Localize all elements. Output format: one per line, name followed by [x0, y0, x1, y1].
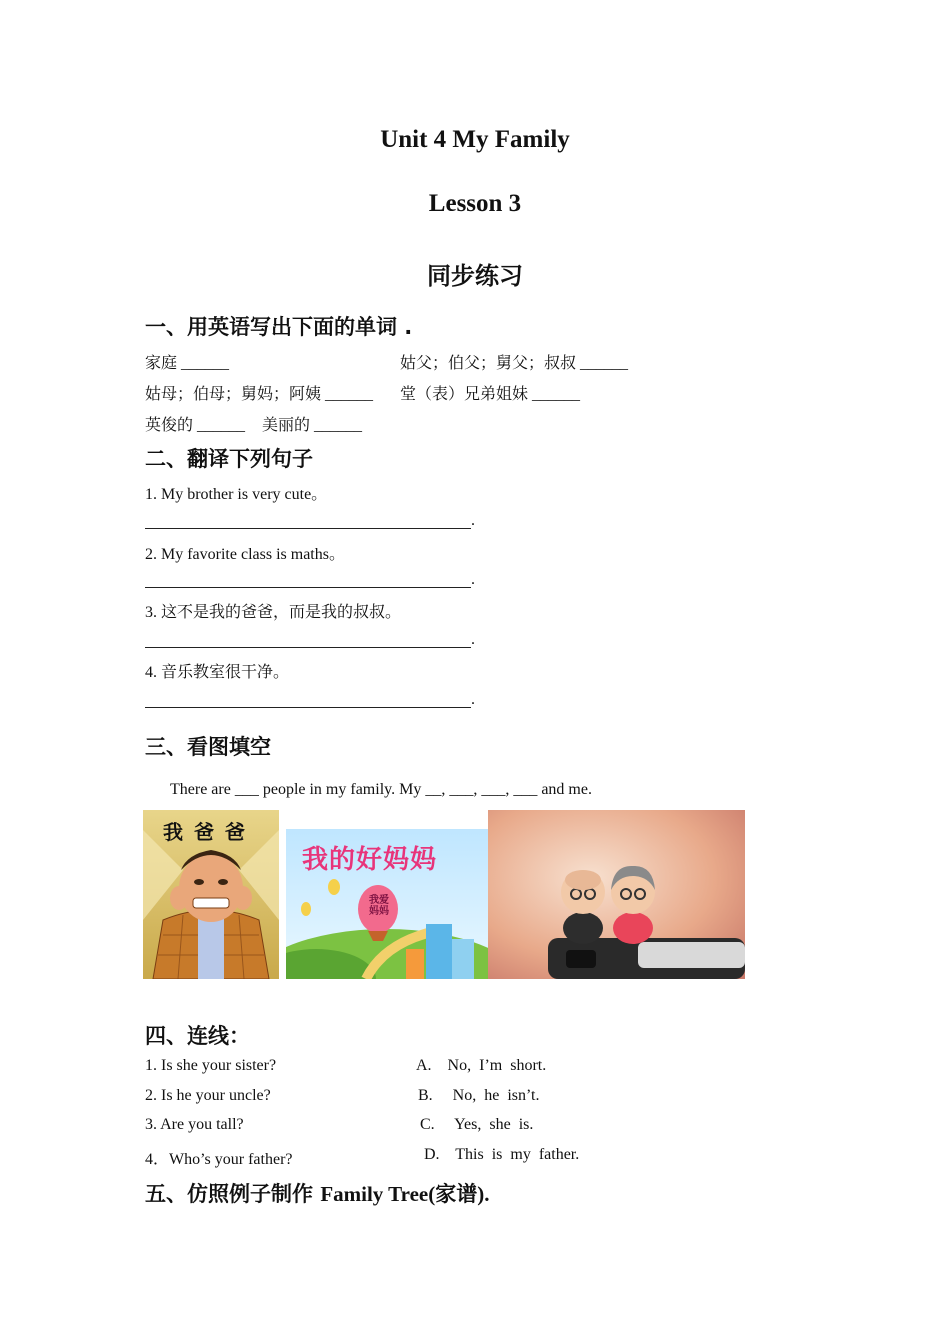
answer-line-end: . [471, 571, 475, 588]
sentence-item: 2. My favorite class is maths。 [145, 546, 345, 563]
answer-line-end: . [471, 631, 475, 648]
answer-line-end: . [471, 691, 475, 708]
match-question: 1. Is she your sister? [145, 1057, 277, 1074]
match-answer: D. This is my father. [424, 1146, 580, 1163]
section1-heading: 一、用英语写出下面的单词 . [145, 315, 413, 339]
section3-heading: 三、看图填空 [145, 735, 271, 759]
mom-picture [286, 829, 488, 979]
section5-heading-cn: 五、仿照例子制作 [145, 1182, 321, 1206]
page-subtitle: 同步练习 [427, 262, 523, 290]
dad-picture [143, 810, 279, 979]
sentence-item: 1. My brother is very cute。 [145, 486, 328, 503]
fill-sentence: There are ___ people in my family. My __, ___, ___, ___ and me. [170, 781, 592, 798]
vocab-item: 姑父；伯父；舅父；叔叔 ______ [400, 355, 629, 372]
sentence-item: 4. 音乐教室很干净。 [145, 664, 290, 681]
page-title: Unit 4 My Family [380, 126, 570, 153]
vocab-item: 英俊的 ______ [145, 417, 246, 434]
sentence-item: 3. 这不是我的爸爸，而是我的叔叔。 [145, 604, 402, 621]
grandparents-picture [488, 810, 745, 979]
section5-heading-cn2: 家谱 [435, 1182, 478, 1206]
vocab-item: 姑母；伯母；舅妈；阿姨 ______ [145, 386, 374, 403]
section5-heading-end: ). [477, 1182, 490, 1206]
match-question: 4．Who’s your father? [145, 1151, 293, 1168]
match-answer: B. No, he isn’t. [418, 1087, 540, 1104]
mom-balloon-text: 我爱妈妈 [369, 895, 389, 917]
vocab-item: 家庭 ______ [145, 355, 230, 372]
match-question: 2. Is he your uncle? [145, 1087, 271, 1104]
answer-line [145, 707, 471, 708]
vocab-item: 美丽的 ______ [262, 417, 363, 434]
section4-heading: 四、连线： [145, 1024, 250, 1048]
answer-line-end: . [471, 512, 475, 529]
match-answer: C. Yes, she is. [420, 1116, 534, 1133]
section2-heading: 二、翻译下列句子 [145, 447, 313, 471]
mom-picture-caption: 我的好妈妈 [302, 845, 438, 875]
match-question: 3. Are you tall? [145, 1116, 244, 1133]
answer-line [145, 528, 471, 529]
dad-picture-caption: 我 爸 爸 [163, 820, 247, 844]
section5-heading-en: Family Tree( [320, 1182, 436, 1206]
match-answer: A. No, I’m short. [416, 1057, 547, 1074]
section5-heading [145, 1178, 489, 1208]
answer-line [145, 647, 471, 648]
vocab-item: 堂（表）兄弟姐妹 ______ [400, 386, 581, 403]
answer-line [145, 587, 471, 588]
lesson-title: Lesson 3 [428, 190, 522, 217]
